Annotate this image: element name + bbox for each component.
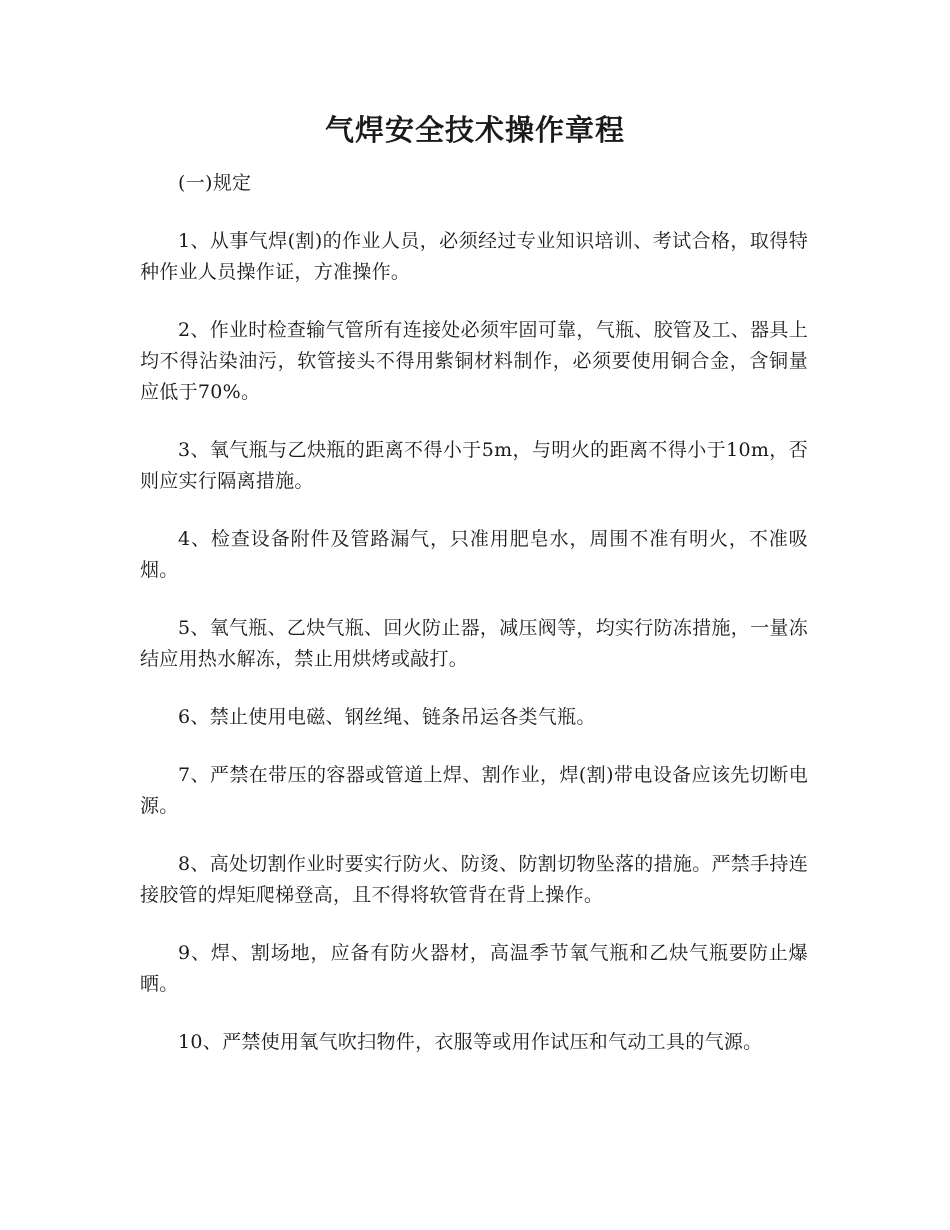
rule-paragraph-10: 10、严禁使用氧气吹扫物件，衣服等或用作试压和气动工具的气源。: [178, 1031, 763, 1053]
rule-paragraph-8: 8、高处切割作业时要实行防火、防烫、防割切物坠落的措施。严禁手持连接胶管的焊矩爬梯登高，且不得将软管背在背上操作。: [140, 853, 808, 906]
section-heading: (一)规定: [178, 172, 252, 194]
rule-paragraph-3: 3、氧气瓶与乙炔瓶的距离不得小于5m，与明火的距离不得小于10m，否则应实行隔离措施。: [140, 439, 808, 492]
document-body: [140, 168, 808, 1085]
rule-paragraph-9: 9、焊、割场地，应备有防火器材，高温季节氧气瓶和乙炔气瓶要防止爆晒。: [140, 942, 808, 995]
rule-paragraph-6: 6、禁止使用电磁、钢丝绳、链条吊运各类气瓶。: [178, 706, 596, 728]
rule-paragraph-2: 2、作业时检查输气管所有连接处必须牢固可靠，气瓶、胶管及工、器具上均不得沾染油污，软管接头不得用紫铜材料制作，必须要使用铜合金，含铜量应低于70%。: [140, 319, 808, 403]
rule-paragraph-7: 7、严禁在带压的容器或管道上焊、割作业，焊(割)带电设备应该先切断电源。: [140, 764, 808, 817]
rule-paragraph-1: 1、从事气焊(割)的作业人员，必须经过专业知识培训、考试合格，取得特种作业人员操作证，方准操作。: [140, 230, 808, 283]
rule-paragraph-5: 5、氧气瓶、乙炔气瓶、回火防止器，减压阀等，均实行防冻措施，一量冻结应用热水解冻，禁止用烘烤或敲打。: [140, 617, 808, 670]
rule-paragraph-4: 4、检查设备附件及管路漏气，只准用肥皂水，周围不准有明火，不准吸烟。: [140, 528, 808, 581]
document-title: 气焊安全技术操作章程: [324, 113, 625, 147]
